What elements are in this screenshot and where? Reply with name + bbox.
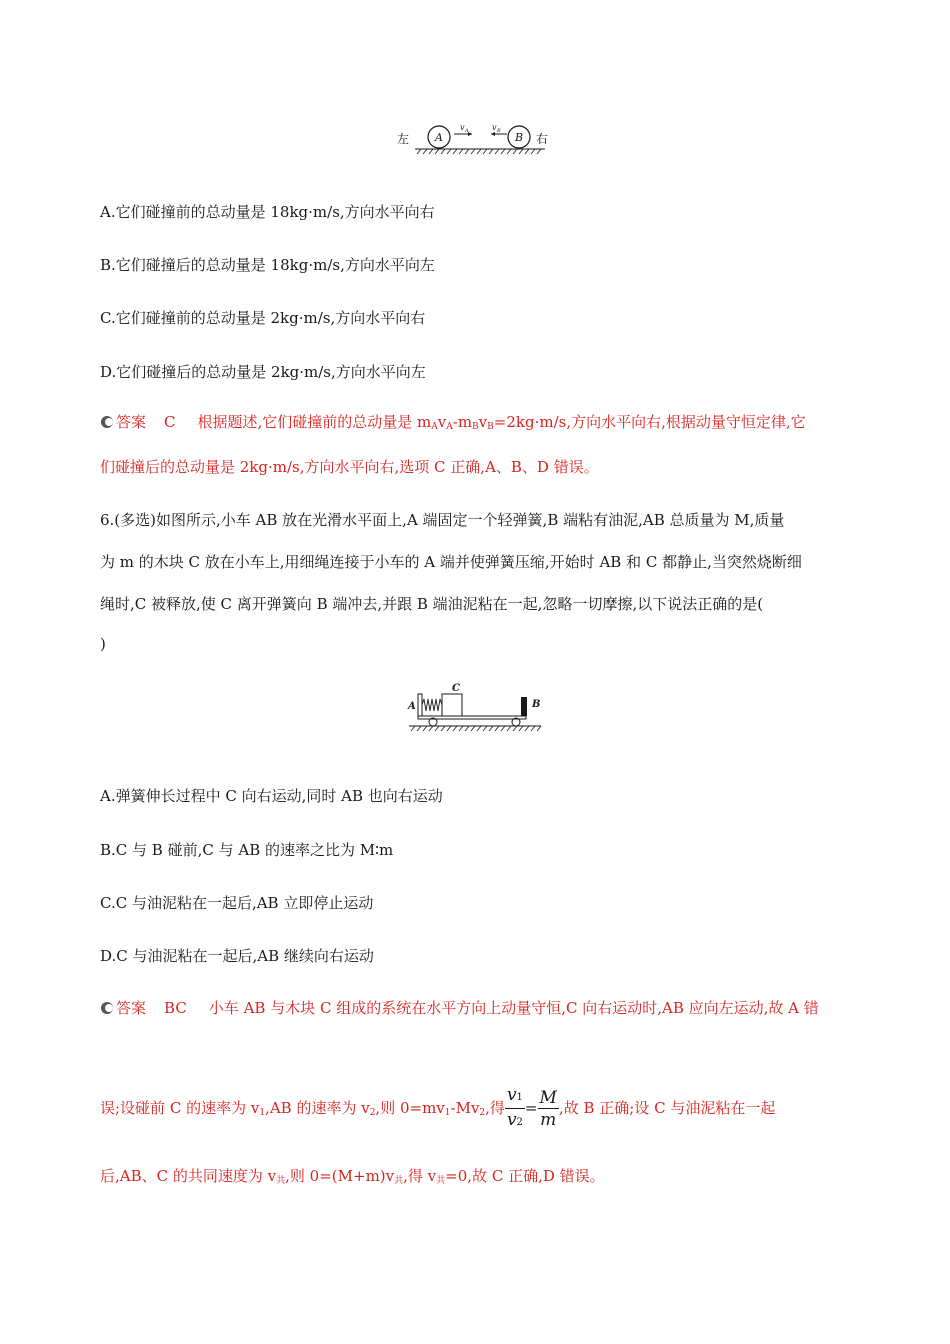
q6-option-c: C.C 与油泥粘在一起后,AB 立即停止运动: [100, 894, 374, 912]
fig1-left-label: 左: [397, 132, 410, 146]
answer-icon: [100, 1001, 114, 1015]
fraction-M-m: $\frac{M}{m}$: [539, 1087, 557, 1130]
q6-answer-line2: [100, 1084, 775, 1137]
cart-end-a: [418, 694, 422, 716]
spring: [422, 699, 442, 711]
q6-option-a: A.弹簧伸长过程中 C 向右运动,同时 AB 也向右运动: [100, 787, 443, 805]
q5-exp-sub: A: [446, 422, 453, 432]
ground-hatch: [417, 149, 541, 154]
q6-exp-sub: 2: [479, 1108, 486, 1118]
q5-exp-text: =2kg·m/s,方向水平向右,根据动量守恒定律,它: [493, 413, 806, 431]
cart-end-b: [521, 697, 527, 716]
q5-option-d: D.它们碰撞后的总动量是 2kg·m/s,方向水平向左: [100, 363, 426, 381]
q6-stem-line2: 为 m 的木块 C 放在小车上,用细绳连接于小车的 A 端并使弹簧压缩,开始时 AB 和 C 都静止,当突然烧断细: [100, 553, 802, 571]
equals-sign: =: [524, 1099, 538, 1117]
q6-exp-sub: 共: [394, 1176, 404, 1186]
q6-answer-value: BC: [164, 999, 187, 1017]
q6-exp-sub: 共: [436, 1176, 446, 1186]
q5-exp-text: 根据题述,它们碰撞前的总动量是 m: [197, 413, 432, 431]
va-sub: A: [465, 128, 469, 134]
fraction-v1-v2: $\frac{v1}{v2}$: [506, 1084, 523, 1130]
q6-exp-text: ,则 0=(M+m)v: [285, 1167, 395, 1185]
vb-sub: B: [497, 128, 501, 134]
q6-exp-text: ,得 v: [403, 1167, 437, 1185]
q6-exp-text: ,得: [485, 1099, 505, 1117]
q6-option-d: D.C 与油泥粘在一起后,AB 继续向右运动: [100, 947, 374, 965]
q6-exp-sub: 2: [369, 1108, 376, 1118]
floor-hatch: [411, 726, 541, 731]
q5-exp-text: -m: [452, 413, 473, 431]
vb-label: v: [492, 123, 497, 132]
q5-exp-text: v: [478, 413, 488, 431]
q5-option-a: A.它们碰撞前的总动量是 18kg·m/s,方向水平向右: [100, 203, 435, 221]
q6-option-b: B.C 与 B 碰前,C 与 AB 的速率之比为 M∶m: [100, 841, 394, 859]
q5-answer-line1: [100, 411, 806, 438]
q5-exp-text: v: [437, 413, 447, 431]
ball-a-label: A: [435, 131, 443, 144]
q5-option-c: C.它们碰撞前的总动量是 2kg·m/s,方向水平向右: [100, 309, 426, 327]
q5-answer-word: 答案: [116, 413, 147, 431]
q6-answer-line1: [100, 997, 819, 1019]
q6-stem-line3: 绳时,C 被释放,使 C 离开弹簧向 B 端冲去,并跟 B 端油泥粘在一起,忽略一切摩擦,以下说法正确的是(: [100, 595, 764, 613]
q6-exp-text: 小车 AB 与木块 C 组成的系统在水平方向上动量守恒,C 向右运动时,AB 应向左运动,故 A 错: [208, 999, 819, 1017]
block-label-c: C: [452, 683, 460, 694]
q5-exp-sub: A: [431, 422, 438, 432]
q6-stem-line4: ): [100, 635, 106, 653]
q6-exp-sub: 1: [444, 1108, 451, 1118]
q6-exp-text: =0,故 C 正确,D 错误。: [445, 1167, 605, 1185]
q6-exp-text: ,则 0=mv: [375, 1099, 445, 1117]
answer-icon: [100, 415, 114, 429]
ball-b-label: B: [515, 131, 524, 144]
q6-answer-word: 答案: [116, 999, 147, 1017]
cart-label-b: B: [532, 699, 541, 710]
block-c: [442, 694, 462, 716]
q6-exp-text: 误;设碰前 C 的速率为 v: [100, 1099, 260, 1117]
q6-stem-line1: 6.(多选)如图所示,小车 AB 放在光滑水平面上,A 端固定一个轻弹簧,B 端粘有油泥,AB 总质量为 M,质量: [100, 511, 785, 529]
q6-exp-text: ,AB 的速率为 v: [265, 1099, 370, 1117]
q6-answer-line3: [100, 1165, 605, 1192]
q6-exp-text: -Mv: [450, 1099, 480, 1117]
cart-label-a: A: [408, 701, 416, 712]
q6-exp-text: 后,AB、C 的共同速度为 v: [100, 1167, 277, 1185]
fig1-right-label: 右: [536, 132, 549, 146]
q5-option-b: B.它们碰撞后的总动量是 18kg·m/s,方向水平向左: [100, 256, 435, 274]
va-label: v: [460, 123, 465, 132]
q6-exp-sub: 1: [259, 1108, 266, 1118]
q5-answer-value: C: [164, 413, 176, 431]
q5-answer-line2: 们碰撞后的总动量是 2kg·m/s,方向水平向右,选项 C 正确,A、B、D 错误。: [100, 458, 599, 476]
collision-figure: [395, 118, 550, 158]
cart-figure: [405, 682, 545, 732]
q6-exp-text: ,故 B 正确;设 C 与油泥粘在一起: [558, 1099, 776, 1117]
q5-exp-sub: B: [487, 422, 494, 432]
q6-exp-sub: 共: [276, 1176, 286, 1186]
q5-exp-sub: B: [472, 422, 479, 432]
